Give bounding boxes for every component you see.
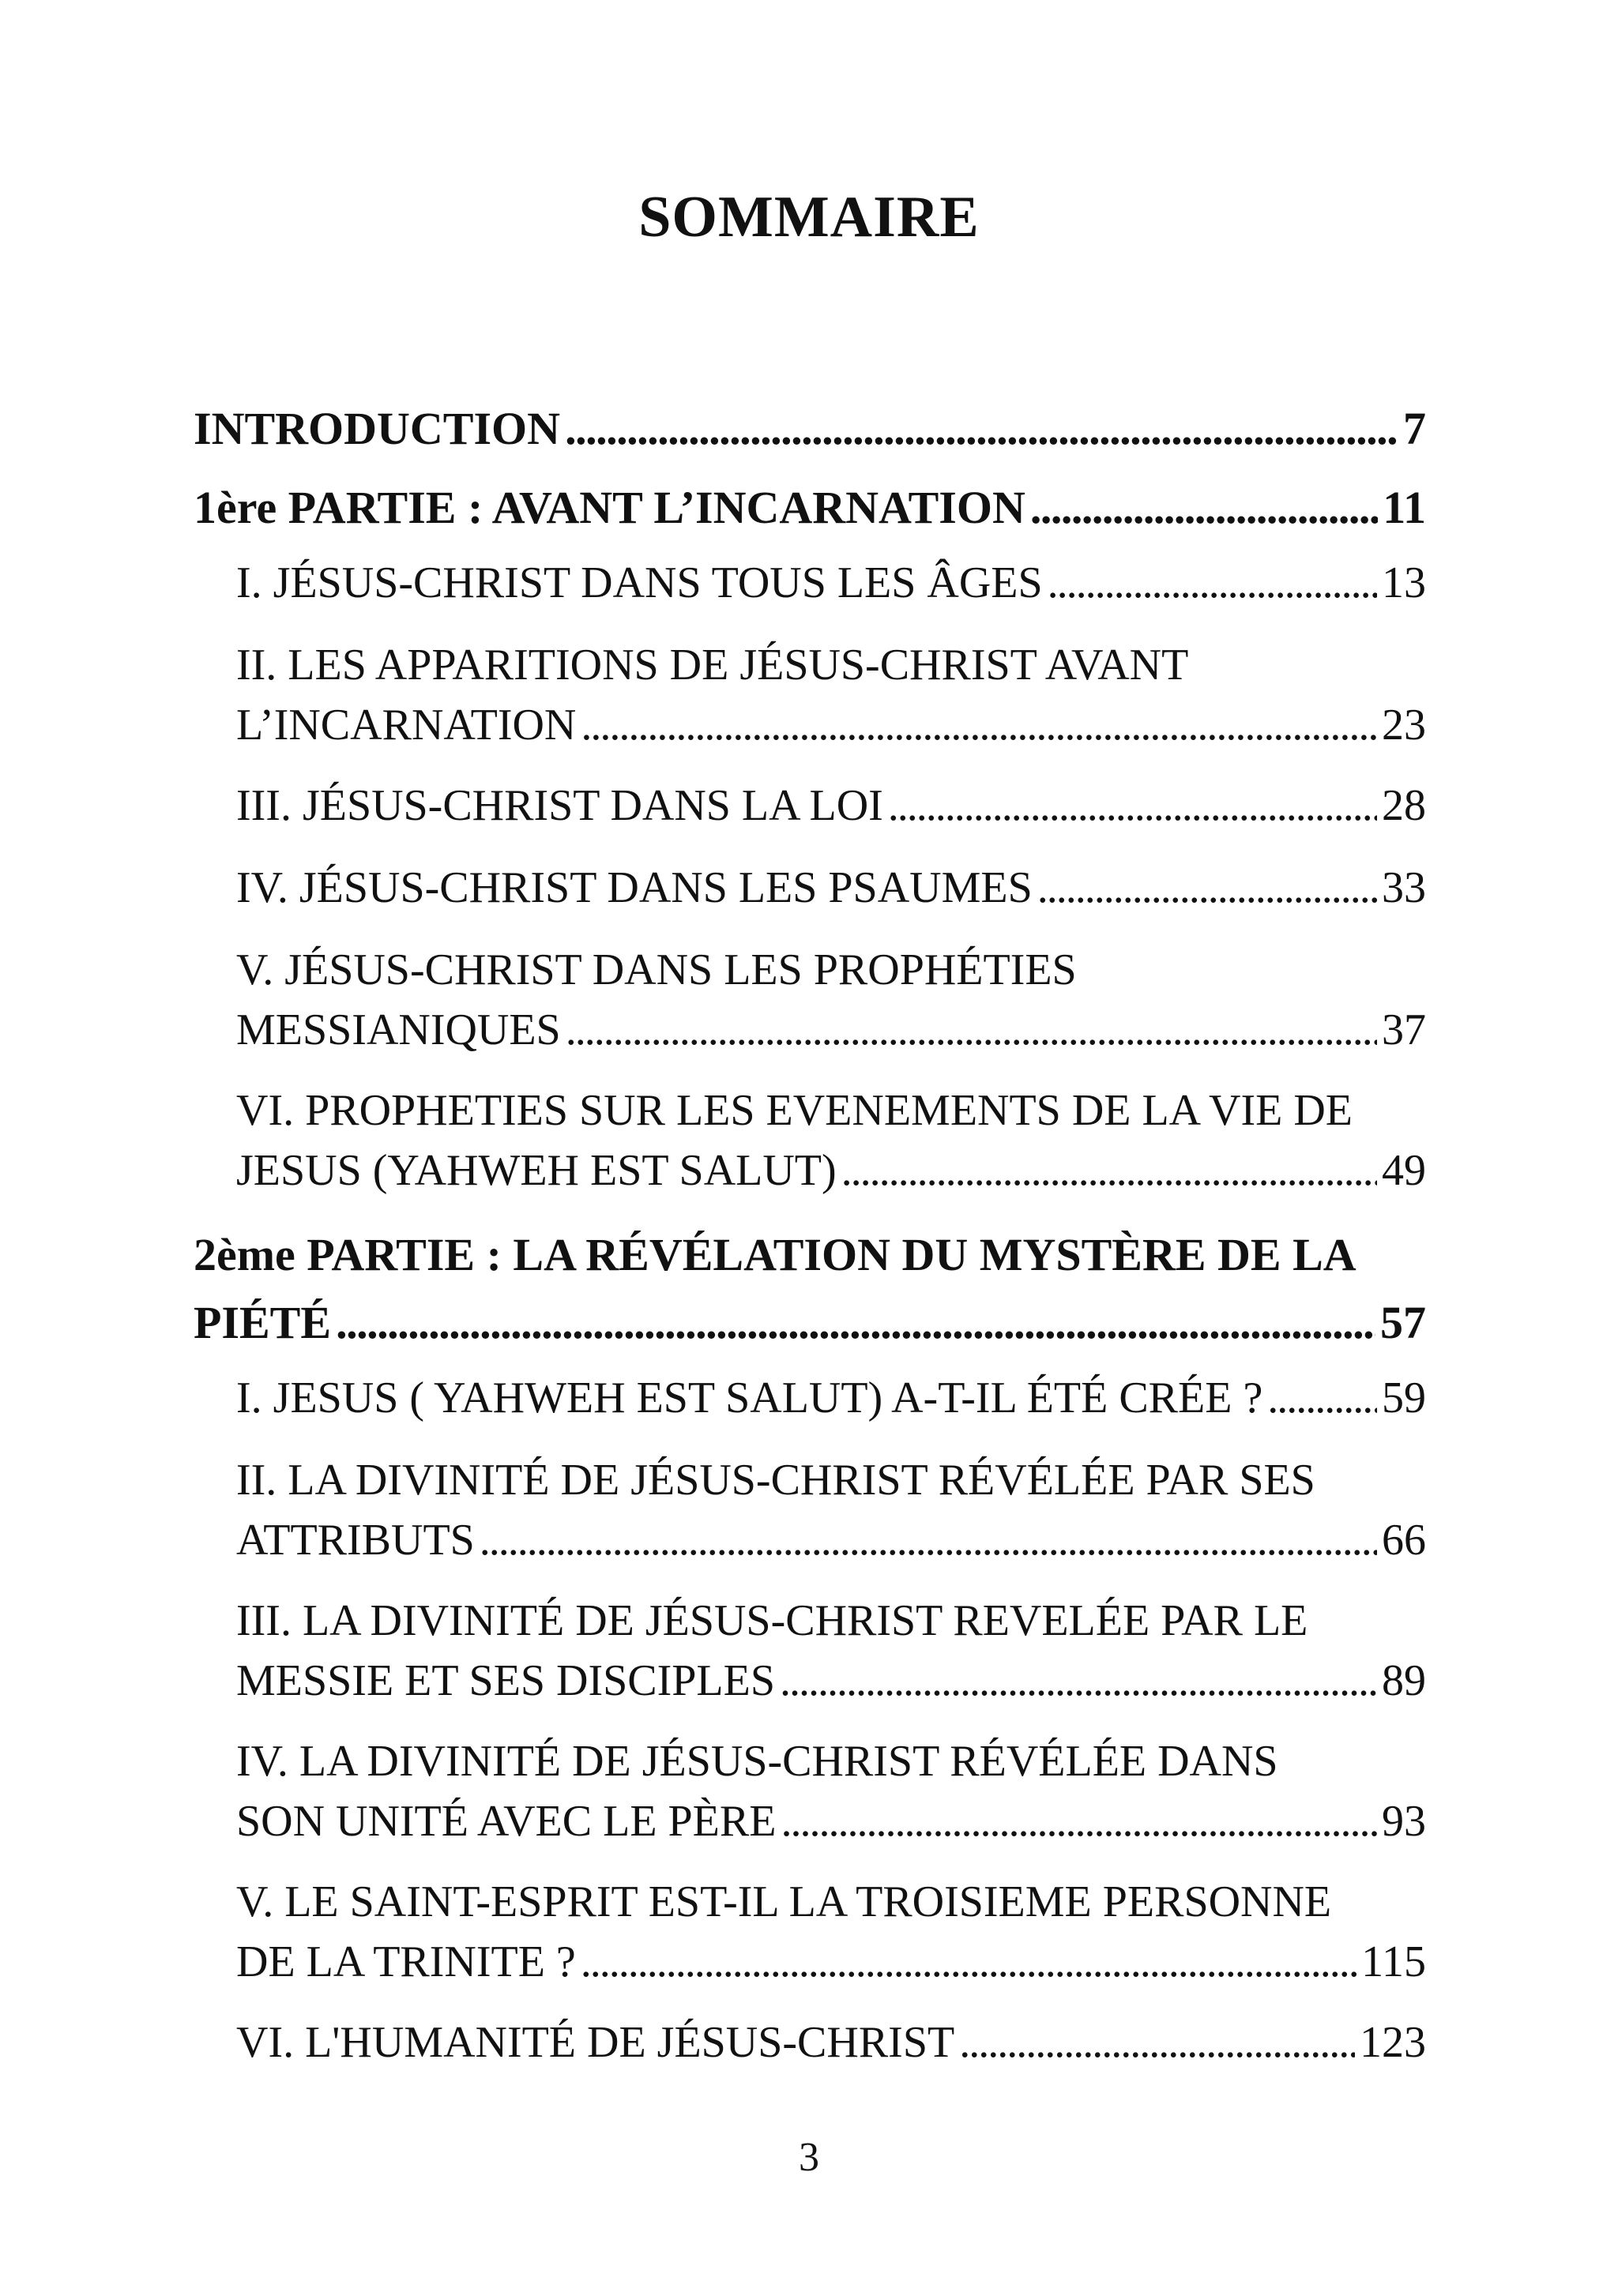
toc-page-number: 33 xyxy=(1382,863,1426,912)
toc-page-number: 123 xyxy=(1360,2018,1426,2067)
toc-chapter-entry[interactable] xyxy=(194,776,1426,836)
dot-leader xyxy=(959,2012,1355,2072)
toc-chapter-entry[interactable] xyxy=(194,2012,1426,2072)
table-of-contents xyxy=(194,395,1426,2095)
toc-entry-title: L’INCARNATION xyxy=(236,701,577,750)
toc-entry-title: JESUS (YAHWEH EST SALUT) xyxy=(236,1146,837,1195)
toc-page-number: 66 xyxy=(1382,1516,1426,1565)
toc-entry-title: MESSIANIQUES xyxy=(236,1005,561,1054)
toc-page-number: 11 xyxy=(1383,482,1426,533)
dot-leader xyxy=(1037,858,1377,918)
toc-entry-title: MESSIE ET SES DISCIPLES xyxy=(236,1656,775,1705)
toc-entry-title-line: II. LA DIVINITÉ DE JÉSUS-CHRIST RÉVÉLÉE PAR SES xyxy=(236,1456,1315,1505)
toc-entry-title: IV. JÉSUS-CHRIST DANS LES PSAUMES xyxy=(236,863,1033,912)
toc-chapter-entry[interactable] xyxy=(194,940,1426,1060)
toc-page-number: 115 xyxy=(1361,1937,1426,1986)
toc-page-number: 57 xyxy=(1380,1297,1426,1348)
toc-entry-title: III. JÉSUS-CHRIST DANS LA LOI xyxy=(236,781,883,830)
dot-leader xyxy=(780,1651,1377,1711)
toc-chapter-entry[interactable] xyxy=(194,635,1426,755)
toc-page-number: 93 xyxy=(1382,1797,1426,1846)
toc-page-number: 28 xyxy=(1382,781,1426,830)
dot-leader xyxy=(1267,1368,1377,1428)
toc-chapter-entry[interactable] xyxy=(194,1080,1426,1201)
toc-entry-title: INTRODUCTION xyxy=(194,403,561,454)
dot-leader xyxy=(566,1000,1377,1060)
toc-page-number: 49 xyxy=(1382,1146,1426,1195)
dot-leader xyxy=(565,395,1398,463)
toc-part-entry[interactable] xyxy=(194,1221,1426,1357)
dot-leader xyxy=(781,1791,1377,1851)
toc-page-number: 7 xyxy=(1403,403,1426,454)
toc-page-number: 89 xyxy=(1382,1656,1426,1705)
toc-entry-title: I. JÉSUS-CHRIST DANS TOUS LES ÂGES xyxy=(236,558,1043,607)
toc-chapter-entry[interactable] xyxy=(194,1872,1426,1992)
toc-entry-title-line: V. LE SAINT-ESPRIT EST-IL LA TROISIEME PERSONNE xyxy=(236,1877,1332,1926)
toc-entry-title-line: V. JÉSUS-CHRIST DANS LES PROPHÉTIES xyxy=(236,945,1077,994)
dot-leader xyxy=(888,776,1377,836)
toc-entry-title: 1ère PARTIE : AVANT L’INCARNATION xyxy=(194,482,1025,533)
toc-part-entry[interactable] xyxy=(194,474,1426,542)
toc-page-number: 13 xyxy=(1382,558,1426,607)
toc-entry-title: VI. L'HUMANITÉ DE JÉSUS-CHRIST xyxy=(236,2018,955,2067)
toc-entry-title-line: III. LA DIVINITÉ DE JÉSUS-CHRIST REVELÉE PAR LE xyxy=(236,1596,1308,1645)
page-number: 3 xyxy=(799,2135,819,2180)
toc-entry-title: ATTRIBUTS xyxy=(236,1516,475,1565)
toc-entry-title-line: II. LES APPARITIONS DE JÉSUS-CHRIST AVANT xyxy=(236,641,1189,690)
toc-entry-title-line: 2ème PARTIE : LA RÉVÉLATION DU MYSTÈRE DE LA xyxy=(194,1229,1356,1280)
dot-leader xyxy=(1030,474,1378,542)
dot-leader xyxy=(336,1289,1375,1357)
toc-page-number: 59 xyxy=(1382,1373,1426,1422)
dot-leader xyxy=(581,1932,1356,1992)
toc-entry-title: SON UNITÉ AVEC LE PÈRE xyxy=(236,1797,777,1846)
toc-part-entry[interactable] xyxy=(194,395,1426,463)
dot-leader xyxy=(1048,553,1377,613)
toc-page-number: 37 xyxy=(1382,1005,1426,1054)
toc-entry-title-line: IV. LA DIVINITÉ DE JÉSUS-CHRIST RÉVÉLÉE DANS xyxy=(236,1737,1278,1786)
page-title: SOMMAIRE xyxy=(638,185,980,250)
toc-chapter-entry[interactable] xyxy=(194,858,1426,918)
toc-chapter-entry[interactable] xyxy=(194,1368,1426,1428)
toc-chapter-entry[interactable] xyxy=(194,553,1426,613)
toc-entry-title: I. JESUS ( YAHWEH EST SALUT) A-T-IL ÉTÉ CRÉE ? xyxy=(236,1373,1263,1422)
toc-chapter-entry[interactable] xyxy=(194,1731,1426,1851)
dot-leader xyxy=(841,1140,1377,1201)
toc-entry-title-line: VI. PROPHETIES SUR LES EVENEMENTS DE LA VIE DE xyxy=(236,1086,1353,1135)
toc-entry-title: DE LA TRINITE ? xyxy=(236,1937,576,1986)
dot-leader xyxy=(480,1510,1377,1570)
dot-leader xyxy=(581,695,1377,755)
toc-chapter-entry[interactable] xyxy=(194,1591,1426,1711)
toc-chapter-entry[interactable] xyxy=(194,1450,1426,1570)
toc-entry-title: PIÉTÉ xyxy=(194,1297,332,1348)
toc-page-number: 23 xyxy=(1382,701,1426,750)
